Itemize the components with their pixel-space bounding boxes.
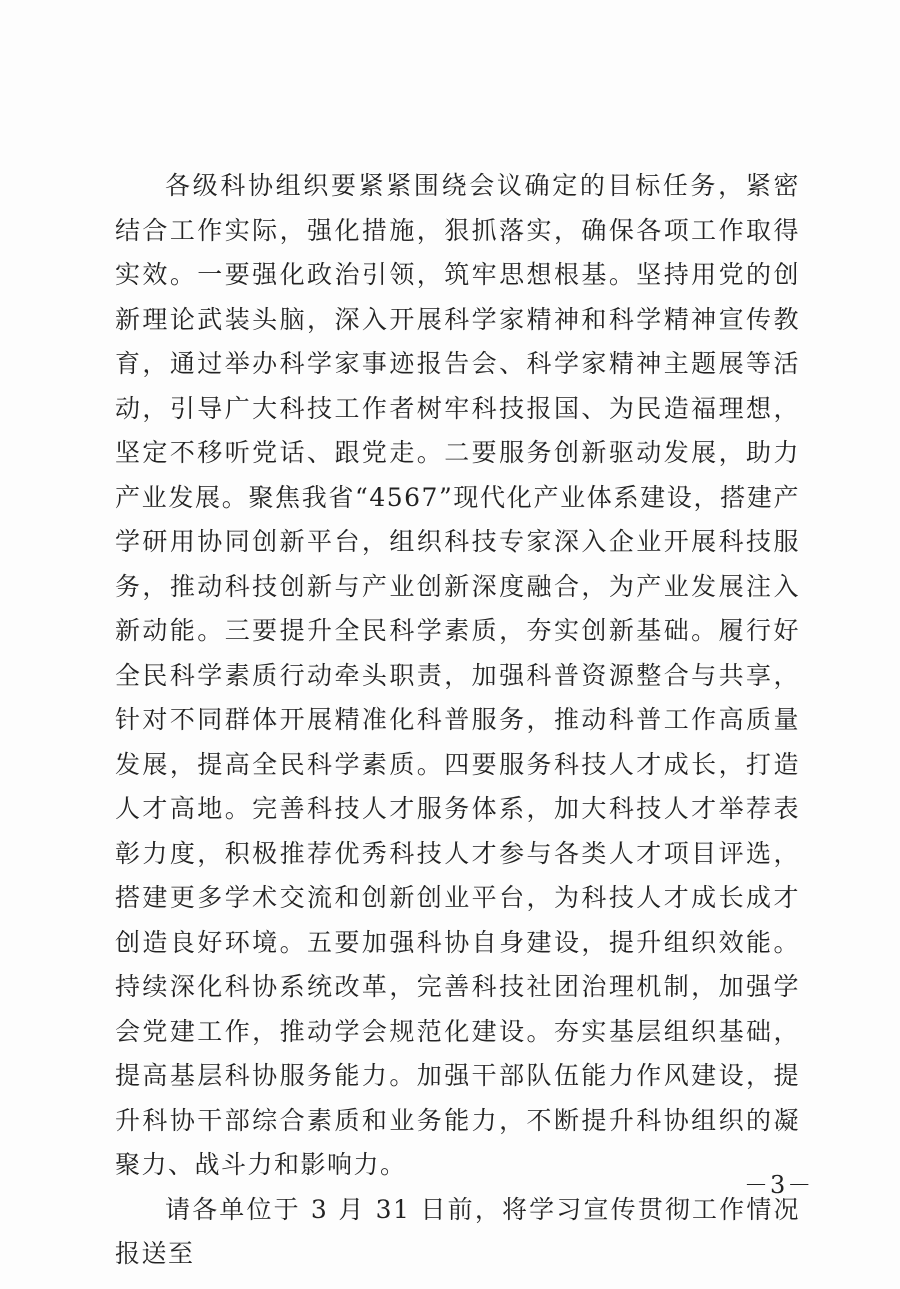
document-body — [115, 164, 800, 1277]
paragraph-submission-notice: 请各单位于 3 月 31 日前，将学习宣传贯彻工作情况报送至 — [115, 1194, 800, 1268]
paragraph-work-requirements: 各级科协组织要紧紧围绕会议确定的目标任务，紧密结合工作实际，强化措施，狠抓落实，确保各项工作取得实效。一要强化政治引领，筑牢思想根基。坚持用党的创新理论武装头脑，深入开展科学家精神和科学精神宣传教育，通过举办科学家事迹报告会、科学家精神主题展等活动，引导广大科技工作者树牢科技报国、为民造福理想，坚定不移听党话、跟党走。二要服务创新驱动发展，助力产业发展。聚焦我省“4567”现代化产业体系建设，搭建产学研用协同创新平台，组织科技专家深入企业开展科技服务，推动科技创新与产业创新深度融合，为产业发展注入新动能。三要提升全民科学素质，夯实创新基础。履行好全民科学素质行动牵头职责，加强科普资源整合与共享，针对不同群体开展精准化科普服务，推动科普工作高质量发展，提高全民科学素质。四要服务科技人才成长，打造人才高地。完善科技人才服务体系，加大科技人才举荐表彰力度，积极推荐优秀科技人才参与各类人才项目评选，搭建更多学术交流和创新创业平台，为科技人才成长成才创造良好环境。五要加强科协自身建设，提升组织效能。持续深化科协系统改革，完善科技社团治理机制，加强学会党建工作，推动学会规范化建设。夯实基层组织基础，提高基层科协服务能力。加强干部队伍能力作风建设，提升科协干部综合素质和业务能力，不断提升科协组织的凝聚力、战斗力和影响力。 — [115, 171, 800, 1179]
page-number: －3－ — [744, 1171, 814, 1199]
